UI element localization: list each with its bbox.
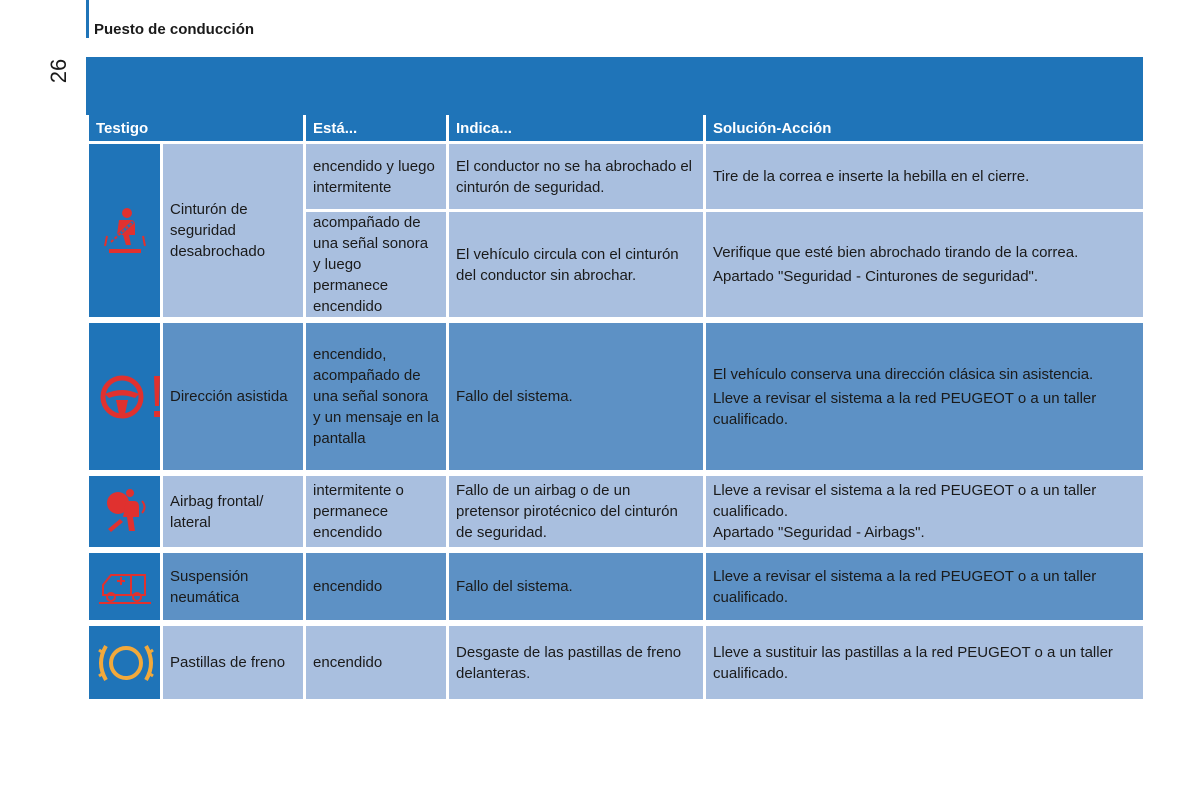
warning-name: Suspensión neumática — [162, 552, 305, 622]
action-line: Verifique que esté bien abrochado tirando de la correa. — [713, 244, 1079, 261]
action-line: El vehículo conserva una dirección clásica sin asistencia. — [713, 365, 1094, 383]
icon-cell — [88, 475, 162, 549]
brake-pads-warning-icon — [96, 638, 156, 688]
warning-name: Cinturón de seguridad desabrochado — [162, 143, 305, 319]
action-cell: Lleve a revisar el sistema a la red PEUGEOT o a un taller cualificado. — [705, 552, 1145, 622]
action-cell: Tire de la correa e inserte la hebilla en el cierre. — [705, 143, 1145, 211]
indicates-cell: Fallo de un airbag o de un pretensor pirotécnico del cinturón de seguridad. — [448, 475, 705, 549]
action-line: Apartado "Seguridad - Cinturones de seguridad". — [713, 268, 1039, 285]
indicates-cell: Fallo del sistema. — [448, 552, 705, 622]
action-line: Lleve a revisar el sistema a la red PEUGEOT o a un taller cualificado. — [713, 389, 1097, 428]
page-number: 26 — [46, 58, 71, 84]
indicates-cell: Fallo del sistema. — [448, 322, 705, 472]
column-header-esta: Está... — [305, 115, 448, 143]
warning-lights-table — [86, 115, 1146, 702]
state-cell: encendido — [305, 552, 448, 622]
table-header-row — [88, 115, 1145, 143]
action-cell — [705, 211, 1145, 319]
power-steering-warning-icon — [96, 372, 162, 422]
action-line: Lleve a revisar el sistema a la red PEUGEOT o a un taller cualificado. — [713, 482, 1097, 520]
table-row — [88, 552, 1145, 622]
icon-cell — [88, 552, 162, 622]
table-row — [88, 625, 1145, 701]
state-cell: encendido, acompañado de una señal sonora y un mensaje en la pantalla — [305, 322, 448, 472]
airbag-warning-icon — [100, 487, 150, 537]
indicates-cell: Desgaste de las pastillas de freno delanteras. — [448, 625, 705, 701]
warning-name: Pastillas de freno — [162, 625, 305, 701]
state-cell: encendido y luego intermitente — [305, 143, 448, 211]
section-marker — [86, 0, 89, 38]
indicates-cell: El conductor no se ha abrochado el cinturón de seguridad. — [448, 143, 705, 211]
column-header-testigo: Testigo — [88, 115, 305, 143]
action-cell — [705, 322, 1145, 472]
action-cell: Lleve a sustituir las pastillas a la red PEUGEOT o a un taller cualificado. — [705, 625, 1145, 701]
warning-name: Airbag frontal/ lateral — [162, 475, 305, 549]
state-cell: encendido — [305, 625, 448, 701]
column-header-solucion: Solución-Acción — [705, 115, 1145, 143]
state-cell: intermitente o permanece encendido — [305, 475, 448, 549]
warning-name: Dirección asistida — [162, 322, 305, 472]
table-row — [88, 475, 1145, 549]
air-suspension-warning-icon — [97, 567, 153, 607]
table-row — [88, 322, 1145, 472]
table-row — [88, 143, 1145, 211]
action-line: Apartado "Seguridad - Airbags". — [713, 524, 925, 541]
seatbelt-warning-icon — [103, 206, 147, 256]
icon-cell — [88, 625, 162, 701]
column-header-indica: Indica... — [448, 115, 705, 143]
header-band — [86, 57, 1143, 115]
section-title: Puesto de conducción — [94, 21, 255, 38]
icon-cell — [88, 322, 162, 472]
state-cell: acompañado de una señal sonora y luego permanece encendido — [305, 211, 448, 319]
icon-cell — [88, 143, 162, 319]
action-cell — [705, 475, 1145, 549]
indicates-cell: El vehículo circula con el cinturón del conductor sin abrochar. — [448, 211, 705, 319]
